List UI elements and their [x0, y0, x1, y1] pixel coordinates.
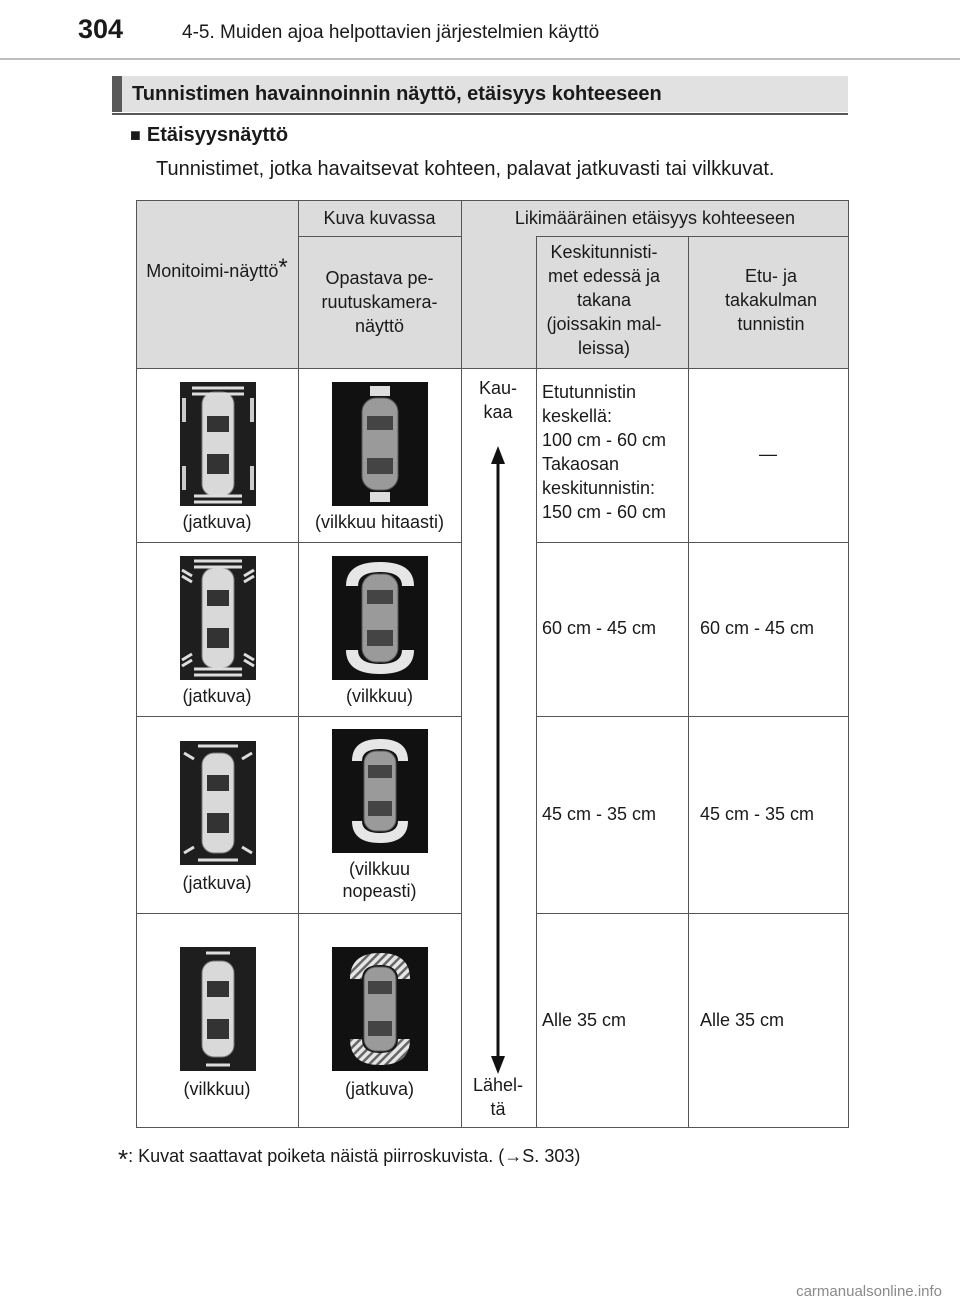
far-label: Kau-kaa — [478, 378, 518, 422]
table-border-left — [136, 200, 137, 1128]
header-center: Keskitunnisti-met edessä ja takana (joissakin mal-leissa) — [546, 242, 662, 358]
section-underline — [112, 113, 848, 115]
camera-caption: (vilkkuu) — [345, 686, 413, 706]
corner-distance: — — [759, 444, 777, 464]
sub-heading-text: Etäisyysnäyttö — [146, 124, 289, 146]
page-number: 304 — [78, 14, 124, 44]
center-distance: 45 cm - 35 cm — [542, 804, 657, 824]
row-line-1 — [136, 542, 461, 543]
monitor-display-image — [180, 382, 256, 506]
corner-distance: 45 cm - 35 cm — [700, 804, 815, 824]
chapter-title: 4-5. Muiden ajoa helpottavien järjestelmien käyttö — [182, 22, 600, 43]
center-distance-line: 100 cm - 60 cm — [542, 430, 667, 450]
col-line-2 — [461, 200, 462, 1128]
intro-text: Tunnistimet, jotka havaitsevat kohteen, palavat jatkuvasti tai vilkkuvat. — [156, 158, 775, 180]
table-border-right — [848, 200, 849, 1128]
table-border-bottom — [136, 1127, 849, 1128]
center-distance-line: 150 cm - 60 cm — [542, 502, 667, 522]
footnote-text: : Kuvat saattavat poiketa näistä piirroskuvista. (→S. 303) — [128, 1146, 581, 1166]
header-bottom — [136, 368, 849, 369]
monitor-caption: (vilkkuu) — [183, 1079, 251, 1099]
col-line-4 — [688, 236, 689, 1128]
monitor-display-image — [180, 741, 256, 865]
asterisk: * — [118, 1144, 129, 1174]
center-distance-line: keskitunnistin: — [542, 478, 656, 498]
camera-display-image — [332, 382, 428, 506]
center-distance — [542, 380, 666, 524]
header-camera: Opastava pe-ruutuskamera-näyttö — [321, 268, 438, 336]
center-distance-line: Takaosan — [542, 454, 620, 474]
center-distance: 60 cm - 45 cm — [542, 618, 657, 638]
center-distance-line: Etutunnistin — [542, 382, 637, 402]
double-arrow-icon — [486, 446, 510, 1074]
corner-distance: 60 cm - 45 cm — [700, 618, 815, 638]
monitor-caption: (jatkuva) — [182, 512, 252, 532]
row-line-1b — [536, 542, 849, 543]
header-monitor-text: Monitoimi-näyttö — [146, 261, 279, 281]
camera-display-image — [332, 947, 428, 1071]
corner-distance: Alle 35 cm — [700, 1010, 785, 1030]
row-line-2b — [536, 716, 849, 717]
camera-caption: (vilkkuu hitaasti) — [314, 512, 445, 532]
sub-heading — [130, 124, 288, 147]
section-title: Tunnistimen havainnoinnin näyttö, etäisyys kohteeseen — [112, 76, 848, 112]
header-divider — [0, 58, 960, 60]
row-line-2 — [136, 716, 461, 717]
col-line-1 — [298, 200, 299, 1128]
square-bullet-icon: ■ — [130, 125, 141, 145]
header-corner: Etu- ja takakulman tunnistin — [724, 266, 818, 334]
header-monitor — [136, 254, 298, 283]
distance-table — [136, 200, 849, 1128]
row-line-3b — [536, 913, 849, 914]
footnote — [118, 1138, 581, 1174]
asterisk: * — [278, 254, 288, 281]
camera-display-image — [332, 556, 428, 680]
watermark: carmanualsonline.info — [796, 1283, 942, 1300]
header-split — [298, 236, 461, 237]
camera-caption — [298, 858, 461, 902]
monitor-display-image — [180, 947, 256, 1071]
monitor-display-image — [180, 556, 256, 680]
table-border-top — [136, 200, 849, 201]
camera-caption-text: (vilkkuu nopeasti) — [342, 859, 417, 901]
near-label: Lähel-tä — [472, 1075, 524, 1119]
center-distance-line: keskellä: — [542, 406, 613, 426]
camera-caption: (jatkuva) — [344, 1079, 415, 1099]
header-distance: Likimääräinen etäisyys kohteeseen — [514, 208, 796, 228]
center-distance: Alle 35 cm — [542, 1010, 627, 1030]
monitor-caption: (jatkuva) — [182, 873, 252, 893]
col-line-3 — [536, 236, 537, 1128]
monitor-caption: (jatkuva) — [182, 686, 252, 706]
header-image: Kuva kuvassa — [323, 208, 436, 228]
header-split-2 — [536, 236, 849, 237]
row-line-3 — [136, 913, 461, 914]
camera-display-image — [332, 729, 428, 853]
